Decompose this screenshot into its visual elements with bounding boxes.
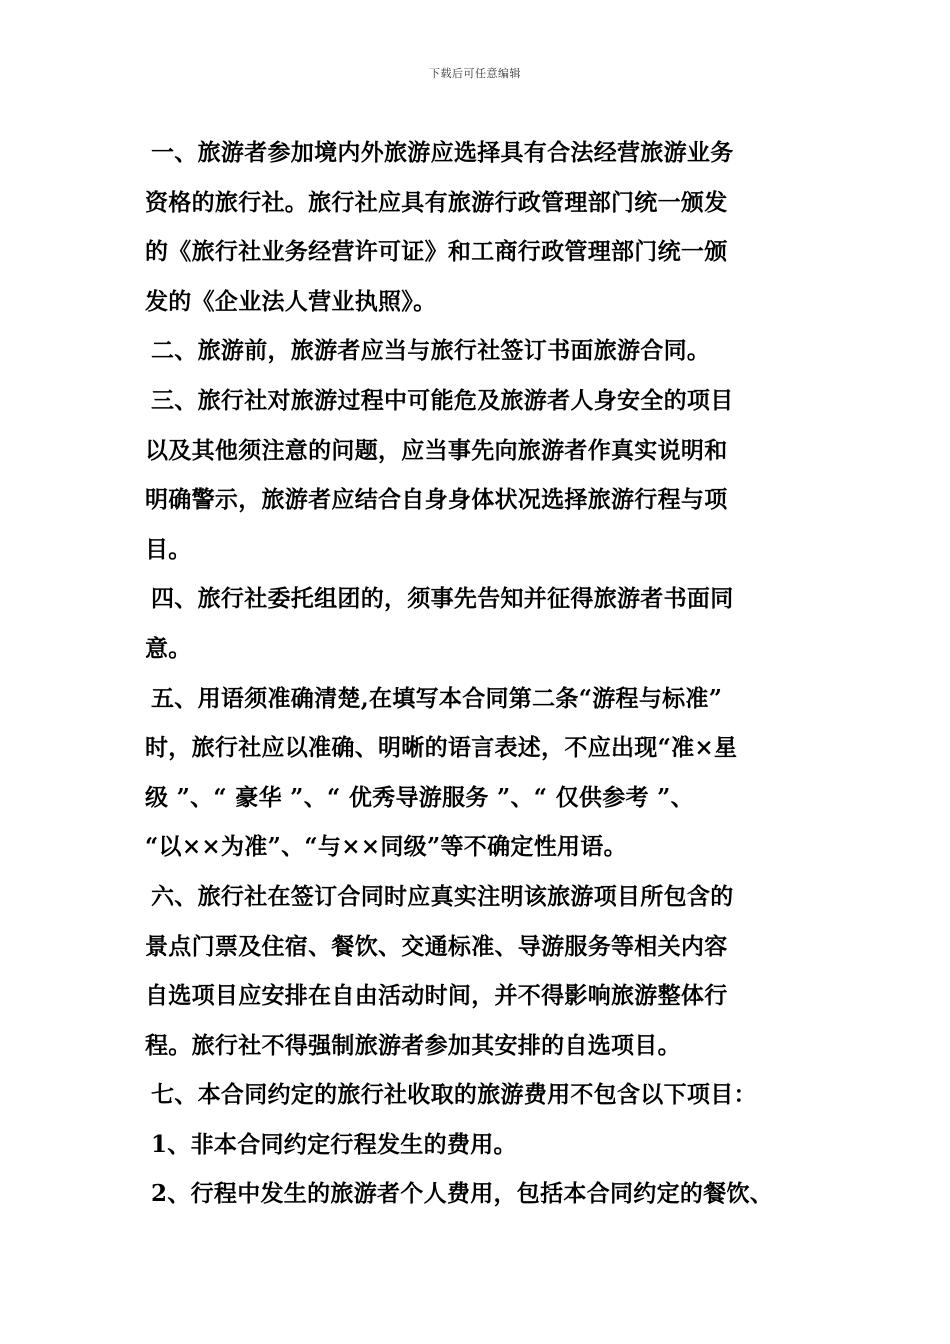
text-line: 三、旅行社对旅游过程中可能危及旅游者人身安全的项目	[151, 386, 734, 414]
page-header-note: 下载后可任意编辑	[429, 67, 521, 80]
text-line: 四、旅行社委托组团的，须事先告知并征得旅游者书面同	[151, 585, 734, 613]
text-line: 意。	[145, 634, 192, 662]
text-line: 景点门票及住宿、餐饮、交通标准、导游服务等相关内容	[145, 932, 728, 960]
text-line: 程。旅行社不得强制旅游者参加其安排的自选项目。	[145, 1031, 681, 1059]
text-line: 五、用语须准确清楚,在填写本合同第二条“游程与标准”	[151, 684, 723, 712]
text-line: 七、本合同约定的旅行社收取的旅游费用不包含以下项目：	[151, 1081, 757, 1109]
text-line: 一、旅游者参加境内外旅游应选择具有合法经营旅游业务	[151, 139, 734, 166]
text-line: 以及其他须注意的问题，应当事先向旅游者作真实说明和	[145, 436, 728, 464]
text-line: 级 ”、“ 豪华 ”、“ 优秀导游服务 ”、“ 仅供参考 ”、	[145, 783, 694, 811]
text-line: “以××为准”、“与××同级”等不确定性用语。	[145, 833, 627, 861]
text-line: 时，旅行社应以准确、明晰的语言表述，不应出现“准×星	[145, 734, 738, 762]
text-line: 六、旅行社在签订合同时应真实注明该旅游项目所包含的	[151, 882, 734, 910]
text-line: 明确警示，旅游者应结合自身身体状况选择旅游行程与项	[145, 486, 728, 514]
document-body	[145, 128, 845, 1219]
text-line: 发的《企业法人营业执照》。	[145, 287, 437, 315]
text-line: 目。	[145, 535, 192, 563]
text-line: 1、非本合同约定行程发生的费用。	[151, 1130, 517, 1158]
text-line: 的《旅行社业务经营许可证》和工商行政管理部门统一颁	[145, 238, 728, 266]
text-line: 资格的旅行社。旅行社应具有旅游行政管理部门统一颁发	[145, 188, 728, 216]
text-line: 二、旅游前，旅游者应当与旅行社签订书面旅游合同。	[151, 337, 711, 365]
text-line: 2、行程中发生的旅游者个人费用，包括本合同约定的餐饮、	[151, 1180, 774, 1208]
text-line: 自选项目应安排在自由活动时间，并不得影响旅游整体行	[145, 982, 728, 1010]
